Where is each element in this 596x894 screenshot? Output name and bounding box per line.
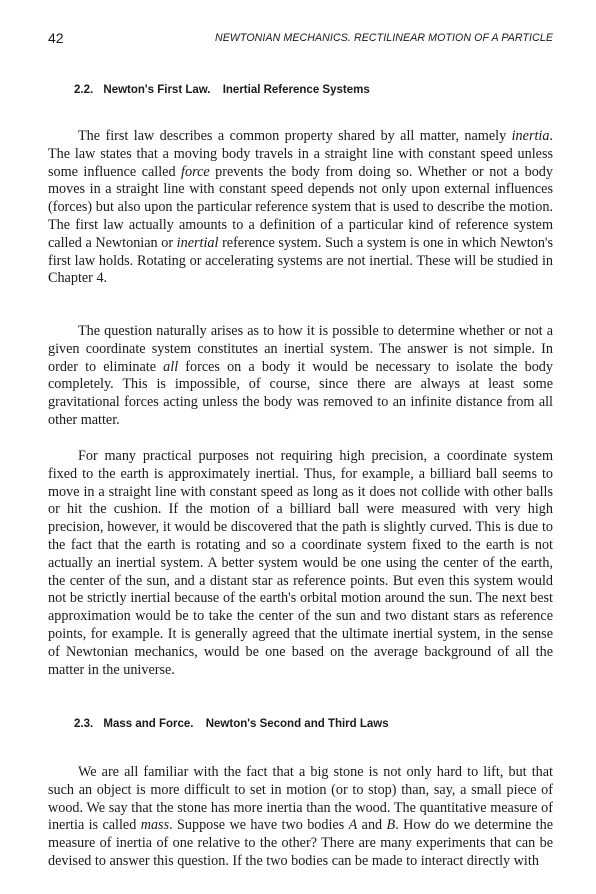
paragraph-first-law (48, 128, 553, 288)
emphasis-inertial: inertial (176, 234, 219, 251)
section-heading-2-3 (74, 718, 389, 736)
section-title-part1: Newton's First Law. (103, 84, 211, 96)
section-number: 2.2. (74, 84, 94, 96)
text-run: reference system. Such a system is one in which Newton's first law holds. Rotating or accelerating systems are not inertial. These will be studied in Chapter 4. (48, 234, 553, 287)
section-heading-2-2 (74, 84, 370, 102)
emphasis-all: all (163, 358, 179, 375)
section-number: 2.3. (74, 718, 94, 730)
section-title-part2: Inertial Reference Systems (222, 84, 370, 96)
emphasis-a: A (348, 817, 358, 834)
section-title-part2: Newton's Second and Third Laws (205, 718, 389, 730)
text-run: The question naturally arises as to how it is possible to determine whether or not a given coordinate system constitutes an inertial system. The answer is not simple. In order to eliminate (48, 323, 553, 375)
paragraph-practical-purposes (48, 448, 553, 679)
text-run: The first law describes a common property shared by all matter, namely (78, 128, 512, 144)
text-run: forces on a body it would be necessary to isolate the body completely. This is impossible, of course, since there are always at least some gravitational forces acting unless the body was removed to an infinite distance from all other matter. (48, 358, 553, 428)
paragraph-inertial-question (48, 323, 553, 430)
emphasis-force: force (181, 163, 210, 180)
page-number: 42 (48, 30, 64, 46)
page-header (48, 30, 553, 50)
emphasis-mass: mass (140, 817, 170, 834)
text-run: and (357, 817, 387, 834)
text-run: . How do we determine the measure of inertia of one relative to the other? There are many experiments that can be devised to answer this question. If the two bodies can be made to interact directly with (48, 817, 553, 869)
text-run: For many practical purposes not requiring high precision, a coordinate system fixed to the earth is approximately inertial. Thus, for example, a billiard ball seems to move in a straight line with constant speed as long as it does not collide with other balls or hit the cushion. If the motion of a billiard ball were measured with very high precision, however, it would be discovered that the path is slightly curved. This is due to the fact that the earth is rotating and so a coordinate system fixed to the earth is not actually an inertial system. A better system would be one using the center of the earth, the center of the sun, and a distant star as reference points. But even this system would not be strictly inertial because of the earth's orbital motion around the sun. The next best approximation would be to take the center of the sun and two distant stars as reference points, for example. It is generally agreed that the ultimate inertial system, in the sense of Newtonian mechanics, would be one based on the average background of all the matter in the universe. (48, 448, 553, 678)
emphasis-b: B (386, 817, 396, 834)
text-run: prevents the body from doing so. Whether or not a body moves in a straight line with constant speed depends not only upon external influences (forces) but also upon the particular reference system that is used to describe the motion. The first law actually amounts to a definition of a particular kind of reference system called a Newtonian or (48, 163, 553, 251)
text-run: We are all familiar with the fact that a big stone is not only hard to lift, but that such an object is more difficult to set in motion (or to stop) than, say, a small piece of wood. We say that the stone has more inertia than the wood. The quantitative measure of inertia is called (48, 764, 553, 834)
paragraph-mass (48, 764, 553, 871)
emphasis-inertia: inertia (511, 128, 550, 144)
section-title-part1: Mass and Force. (103, 718, 194, 730)
text-run: . The law states that a moving body travels in a straight line with constant speed unless some influence called (48, 128, 553, 180)
running-head: NEWTONIAN MECHANICS. RECTILINEAR MOTION OF A PARTICLE (214, 32, 553, 44)
text-run: . Suppose we have two bodies (169, 817, 349, 834)
